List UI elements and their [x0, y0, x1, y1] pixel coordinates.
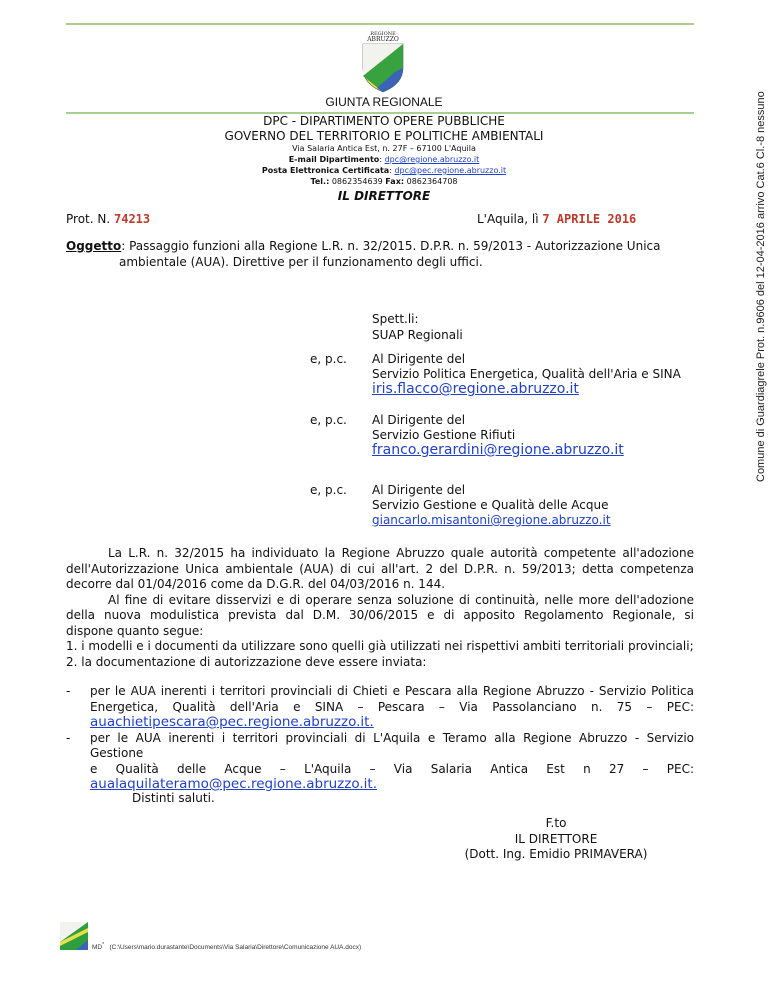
recipient-cc-1-email[interactable]: iris.flacco@regione.abruzzo.it	[372, 381, 579, 397]
recipient-cc-2-line1: Al Dirigente del	[372, 413, 466, 427]
place-label: L'Aquila, lì	[477, 212, 539, 226]
p2-line1: Al fine di evitare disservizi e di operare senza soluzione di continuità, nelle more dell'adozione	[108, 592, 694, 607]
p1-line1: La L.R. n. 32/2015 ha individuato la Regione Abruzzo quale autorità competente all'adozione	[108, 546, 694, 560]
cc-label-2: e, p.c.	[310, 413, 347, 427]
recipient-cc-1-line2: Servizio Politica Energetica, Qualità dell'Aria e SINA	[372, 367, 681, 381]
bullet2-line1: per le AUA inerenti i territori provinciali di L'Aquila e Teramo alla Regione Abruzzo - Servizio Gestione	[90, 730, 694, 760]
protocol-number	[66, 212, 150, 226]
signature	[440, 816, 672, 863]
bullet1-line1: per le AUA inerenti i territori provinciali di Chieti e Pescara alla Regione Abruzzo - Servizio Politica	[90, 684, 694, 698]
body-text	[66, 546, 694, 670]
tel-label: Tel.:	[310, 177, 330, 186]
signature-line1: F.to	[545, 816, 567, 830]
p2-line3: dispone quanto segue:	[66, 623, 204, 638]
director-title: IL DIRETTORE	[337, 189, 431, 203]
p1-line2: dell'Autorizzazione Unica ambientale (AUA) di cui all'art. 2 del D.P.R. n. 59/2013; detta competenza	[66, 561, 694, 576]
subject	[66, 238, 706, 270]
recipient-cc-1	[372, 352, 681, 397]
svg-text:REGIONE: REGIONE	[370, 31, 396, 37]
fax-value: 0862364708	[406, 177, 458, 186]
protocol-label: Prot. N.	[66, 212, 111, 226]
pec-label: Posta Elettronica Certificata	[261, 166, 390, 175]
footer-initials: MD	[92, 944, 103, 952]
p2-line2: della nuova modulistica prevista dal D.M. 30/06/2015 e di apposito Regolamento Regionale, si	[66, 608, 694, 622]
bullet-item-2	[66, 731, 694, 793]
email-label: E-mail Dipartimento	[288, 155, 380, 164]
dept-line2: GOVERNO DEL TERRITORIO E POLITICHE AMBIENTALI	[224, 129, 544, 143]
giunta-label: GIUNTA REGIONALE	[325, 95, 443, 109]
recipient-main	[372, 311, 463, 343]
bullet-dash: -	[66, 684, 71, 698]
regione-abruzzo-logo	[355, 28, 411, 94]
dept-email-line: E-mail Dipartimento: dpc@regione.abruzzo.it	[288, 155, 480, 164]
bullet2-line2: e Qualità delle Acque – L'Aquila – Via Salaria Antica Est n 27 – PEC:	[90, 761, 694, 776]
recipient-cc-2-email[interactable]: franco.gerardini@regione.abruzzo.it	[372, 442, 624, 458]
footer-path: MD* (C:\Users\mario.durastante\Documents\Via Salaria\Direttore\Comunicazione AUA.docx)	[92, 942, 362, 952]
svg-text:ABRUZZO: ABRUZZO	[367, 36, 399, 43]
protocol-value: 74213	[114, 212, 151, 226]
top-rule	[66, 23, 694, 25]
dept-email-link[interactable]: dpc@regione.abruzzo.it	[384, 155, 480, 164]
tel-value: 0862354639	[331, 177, 383, 186]
dept-pec-link[interactable]: dpc@pec.regione.abruzzo.it	[394, 166, 507, 175]
regione-logo-small-icon	[60, 922, 88, 950]
cc-label-1: e, p.c.	[310, 352, 347, 366]
arrival-stamp: Comune di Guardiagrele Prot. n.9606 del 12-04-2016 arrivo Cat.6 Cl.-8 nessuno	[755, 91, 767, 482]
cc-label-3: e, p.c.	[310, 483, 347, 497]
bullet-dash: -	[66, 730, 71, 745]
bullet2-email[interactable]: aualaquilateramo@pec.regione.abruzzo.it.	[90, 776, 378, 792]
protocol-date	[477, 212, 636, 226]
list-item-1: 1. i modelli e i documenti da utilizzare sono quelli già utilizzati nei rispettivi ambiti territoriali provinciali;	[66, 639, 694, 653]
list-item-2: 2. la documentazione di autorizzazione deve essere inviata:	[66, 654, 427, 669]
subject-line2: ambientale (AUA). Direttive per il funzionamento degli uffici.	[119, 255, 483, 269]
fax-label: Fax:	[385, 177, 405, 186]
bullet-list	[66, 684, 694, 793]
bullet-item-1	[66, 684, 694, 731]
dept-pec-line: Posta Elettronica Certificata: dpc@pec.regione.abruzzo.it	[261, 166, 507, 175]
recipient-main-line2: SUAP Regionali	[372, 328, 463, 342]
bullet1-line2: Energetica, Qualità dell'Aria e SINA – Pescara – Via Passolanciano n. 75 – PEC:	[90, 699, 694, 714]
date-value: 7 APRILE 2016	[542, 212, 637, 226]
subject-line1: : Passaggio funzioni alla Regione L.R. n. 32/2015. D.P.R. n. 59/2013 - Autorizzazione Unica	[121, 239, 661, 253]
footer-file-path: (C:\Users\mario.durastante\Documents\Via Salaria\Direttore\Comunicazione AUA.docx)	[109, 944, 362, 952]
dept-line1: DPC - DIPARTIMENTO OPERE PUBBLICHE	[263, 114, 505, 128]
recipient-cc-3-line2: Servizio Gestione e Qualità delle Acque	[372, 498, 609, 512]
recipient-main-line1: Spett.li:	[372, 312, 419, 326]
closing: Distinti saluti.	[132, 791, 215, 805]
recipient-cc-2	[372, 413, 624, 458]
dept-tel-line	[0, 177, 768, 186]
subject-label: Oggetto	[66, 239, 122, 253]
bullet1-email[interactable]: auachietipescara@pec.regione.abruzzo.it.	[90, 714, 374, 730]
recipient-cc-3-email[interactable]: giancarlo.misantoni@regione.abruzzo.it	[372, 513, 611, 527]
signature-line3: (Dott. Ing. Emidio PRIMAVERA)	[464, 847, 648, 861]
recipient-cc-3-line1: Al Dirigente del	[372, 483, 466, 497]
signature-line2: IL DIRETTORE	[514, 831, 598, 846]
recipient-cc-1-line1: Al Dirigente del	[372, 352, 466, 366]
p1-line3: decorre dal 01/04/2016 come da D.G.R. del 04/03/2016 n. 144.	[66, 577, 446, 591]
dept-address: Via Salaria Antica Est, n. 27F – 67100 L'Aquila	[292, 144, 476, 153]
recipient-cc-2-line2: Servizio Gestione Rifiuti	[372, 428, 516, 442]
recipient-cc-3	[372, 483, 611, 528]
